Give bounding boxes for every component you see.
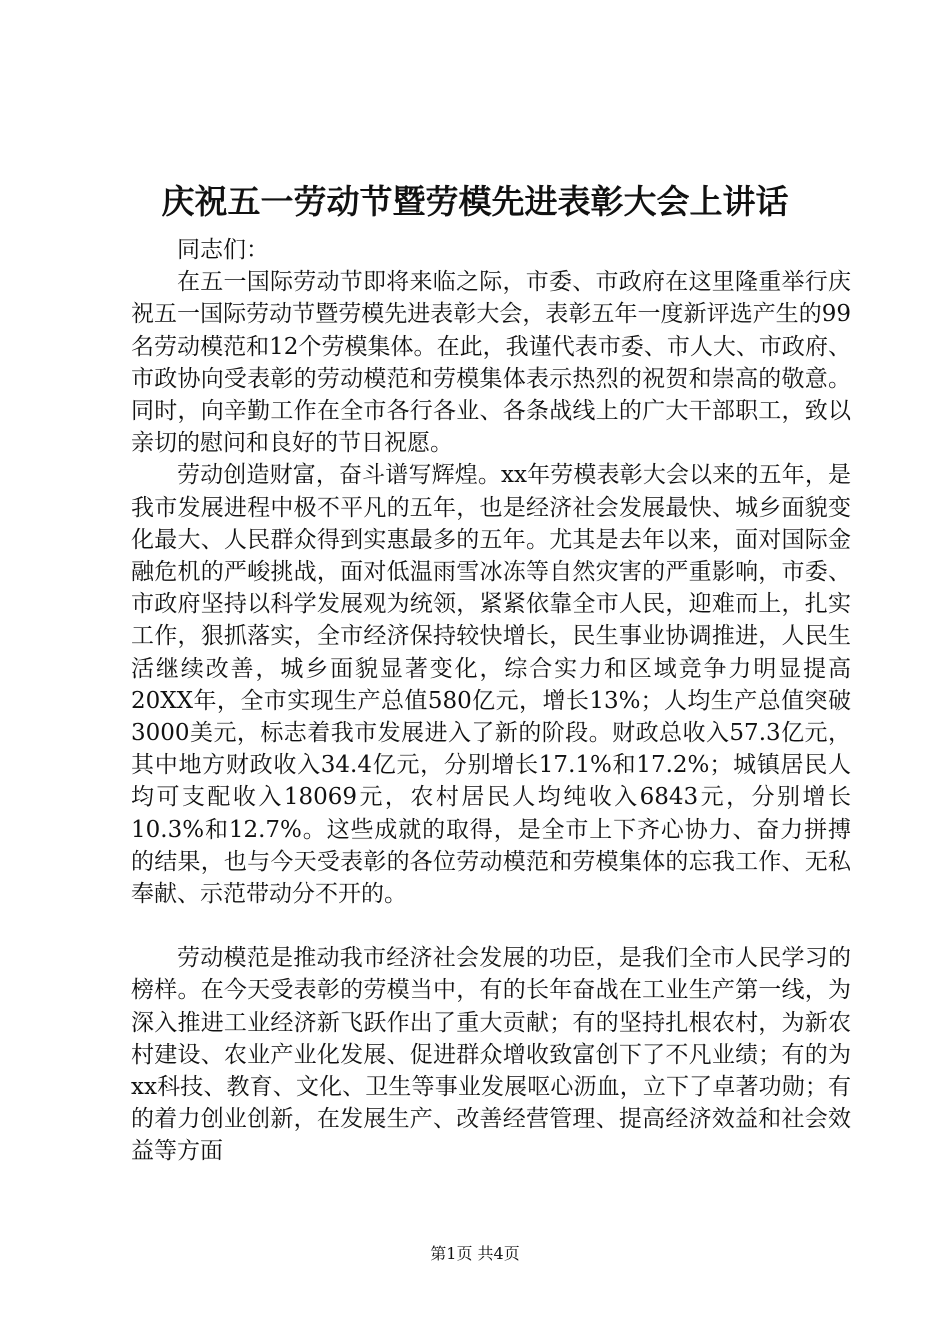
document-title: 庆祝五一劳动节暨劳模先进表彰大会上讲话 [161, 182, 789, 221]
document-body [131, 234, 851, 1168]
paragraph: 劳动创造财富，奋斗谱写辉煌。xx年劳模表彰大会以来的五年，是我市发展进程中极不平凡的五年，也是经济社会发展最快、城乡面貌变化最大、人民群众得到实惠最多的五年。尤其是去年以来，面对国际金融危机的严峻挑战，面对低温雨雪冰冻等自然灾害的严重影响，市委、市政府坚持以科学发展观为统领，紧紧依靠全市人民，迎难而上，扎实工作，狠抓落实，全市经济保持较快增长，民生事业协调推进，人民生活继续改善，城乡面貌显著变化，综合实力和区域竞争力明显提高20XX年，全市实现生产总值580亿元，增长13%；人均生产总值突破3000美元，标志着我市发展进入了新的阶段。财政总收入57.3亿元，其中地方财政收入34.4亿元，分别增长17.1%和17.2%；城镇居民人均可支配收入18069元，农村居民人均纯收入6843元，分别增长10.3%和12.7%。这些成就的取得，是全市上下齐心协力、奋力拼搏的结果，也与今天受表彰的各位劳动模范和劳模集体的忘我工作、无私奉献、示范带动分不开的。 [131, 462, 851, 908]
paragraph: 在五一国际劳动节即将来临之际，市委、市政府在这里隆重举行庆祝五一国际劳动节暨劳模先进表彰大会，表彰五年一度新评选产生的99名劳动模范和12个劳模集体。在此，我谨代表市委、市人大、市政府、市政协向受表彰的劳动模范和劳模集体表示热烈的祝贺和崇高的敬意。同时，向辛勤工作在全市各行各业、各条战线上的广大干部职工，致以亲切的慰问和良好的节日祝愿。 [131, 269, 851, 457]
paragraph: 劳动模范是推动我市经济社会发展的功臣，是我们全市人民学习的榜样。在今天受表彰的劳模当中，有的长年奋战在工业生产第一线，为深入推进工业经济新飞跃作出了重大贡献；有的坚持扎根农村，为新农村建设、农业产业化发展、促进群众增收致富创下了不凡业绩；有的为xx科技、教育、文化、卫生等事业发展呕心沥血，立下了卓著功勋；有的着力创业创新，在发展生产、改善经营管理、提高经济效益和社会效益等方面 [131, 945, 851, 1165]
page-number-footer: 第1页 共4页 [430, 1244, 520, 1263]
salutation: 同志们： [177, 237, 269, 263]
